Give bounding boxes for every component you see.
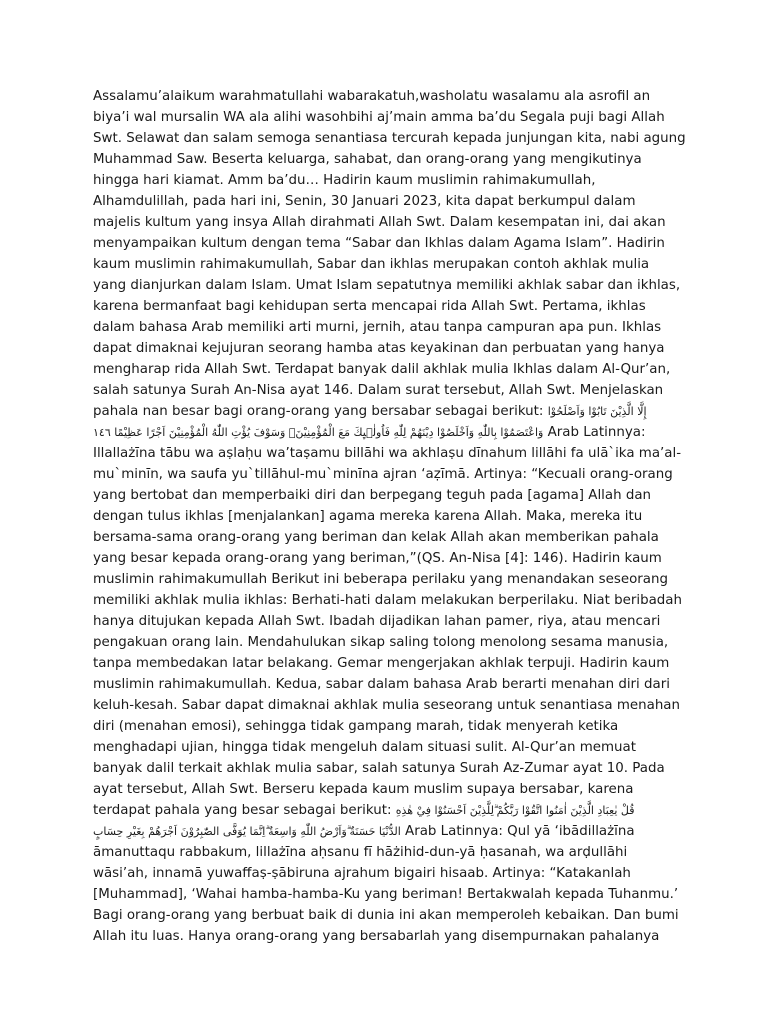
text-line: wāsi’ah, innamā yuwaffaṣ-ṣābiruna ajrahum bigairi hisaab. Artinya: “Katakanlah [93,866,631,881]
text-segment: terdapat pahala yang besar sebagai berikut: [93,803,396,818]
text-segment: pahala nan besar bagi orang-orang yang bersabar sebagai berikut: [93,404,548,419]
text-line: majelis kultum yang insya Allah dirahmati Allah Swt. Dalam kesempatan ini, dai akan [93,215,666,230]
text-line: keluh-kesah. Sabar dapat dimaknai akhlak mulia seseorang untuk senantiasa menahan [93,698,681,713]
text-line: Swt. Selawat dan salam semoga senantiasa tercurah kepada junjungan kita, nabi agung [93,131,686,146]
text-line: muslimin rahimakumullah Berikut ini beberapa perilaku yang menandakan seseorang [93,572,668,587]
arabic-verse-line [93,821,683,842]
latin-label: Arab Latinnya: Qul yā ‘ibādillażīna [405,824,635,839]
arabic-verse-az-zumar-part1: قُلْ يٰعِبَادِ الَّذِيْنَ اٰمَنُوا اتَّقُوْا رَبَّكُمْ ۗلِلَّذِيْنَ اَحْسَنُوْا فِيْ هٰذِهِ [395,804,635,817]
text-line-with-arabic [93,800,683,821]
text-line: ayat tersebut, Allah Swt. Berseru kepada kaum muslim supaya bersabar, karena [93,782,634,797]
arabic-verse-line [93,422,683,443]
text-line: memiliki akhlak mulia ikhlas: Berhati-hati dalam melakukan berperilaku. Niat beribadah [93,593,683,608]
text-line: Allah itu luas. Hanya orang-orang yang bersabarlah yang disempurnakan pahalanya [93,929,660,944]
text-line: dalam bahasa Arab memiliki arti murni, jernih, atau tanpa campuran apa pun. Ikhlas [93,320,662,335]
arabic-verse-an-nisa-part1: إِلَّا الَّذِيْنَ تَابُوْا وَاَصْلَحُوْا [547,405,647,418]
text-line: biya’i wal mursalin WA ala alihi wasohbihi aj’main amma ba’du Segala puji bagi Allah [93,110,665,125]
text-line: yang dianjurkan dalam Islam. Umat Islam sepatutnya memiliki akhlak sabar dan ikhlas, [93,278,681,293]
arabic-verse-az-zumar-part2: الدُّنْيَا حَسَنَةٌ ۗوَاَرْضُ اللّٰهِ وَاسِعَةٌ ۗاِنَّمَا يُوَفَّى الصّٰبِرُوْنَ اَجْرَهُمْ بِغَيْرِ حِسَابٍ [93,825,401,838]
text-line: menghadapi ujian, hingga tidak mengeluh dalam situasi sulit. Al-Qur’an memuat [93,740,636,755]
text-line: bersama-sama orang-orang yang beriman dan kelak Allah akan memberikan pahala [93,530,659,545]
text-line: menyampaikan kultum dengan tema “Sabar dan Ikhlas dalam Agama Islam”. Hadirin [93,236,665,251]
text-line: [Muhammad], ‘Wahai hamba-hamba-Ku yang beriman! Bertakwalah kepada Tuhanmu.’ [93,887,679,902]
arabic-verse-an-nisa-part2: وَاعْتَصَمُوْا بِاللّٰهِ وَاَخْلَصُوْا دِيْنَهُمْ لِلّٰهِ فَاُولٰۤىِٕكَ مَعَ الْمُؤْمِنِيْنَۗ وَسَوْفَ يُؤْتِ اللّٰهُ الْمُؤْمِنِيْنَ اَجْرًا عَظِيْمًا ١٤٦ [93,426,544,439]
text-line: karena bermanfaat bagi kehidupan serta mencapai rida Allah Swt. Pertama, ikhlas [93,299,646,314]
text-line: kaum muslimin rahimakumullah, Sabar dan ikhlas merupakan contoh akhlak mulia [93,257,650,272]
text-line: dengan tulus ikhlas [menjalankan] agama mereka karena Allah. Maka, mereka itu [93,509,643,524]
text-line: dapat dimaknai kejujuran seorang hamba atas keyakinan dan perbuatan yang hanya [93,341,665,356]
text-line: yang besar kepada orang-orang yang beriman,”(QS. An-Nisa [4]: 146). Hadirin kaum [93,551,662,566]
text-line: Bagi orang-orang yang berbuat baik di dunia ini akan memperoleh kebaikan. Dan bumi [93,908,679,923]
latin-label: Arab Latinnya: [547,425,646,440]
text-line-with-arabic [93,401,683,422]
text-line: diri (menahan emosi), sehingga tidak gampang marah, tidak menyerah ketika [93,719,619,734]
text-line: Alhamdulillah, pada hari ini, Senin, 30 Januari 2023, kita dapat berkumpul dalam [93,194,636,209]
text-line: āmanuttaqu rabbakum, lillażīna aḥsanu fī hāżihid-dun-yā ḥasanah, wa arḍullāhi [93,845,628,860]
text-line: Assalamu’alaikum warahmatullahi wabarakatuh,washolatu wasalamu ala asrofil an [93,89,651,104]
text-line: Muhammad Saw. Beserta keluarga, sahabat, dan orang-orang yang mengikutinya [93,152,642,167]
text-line: salah satunya Surah An-Nisa ayat 146. Dalam surat tersebut, Allah Swt. Menjelaskan [93,383,664,398]
text-line: Illallażīna tābu wa aṣlaḥu wa’taṣamu billāhi wa akhlaṣu dīnahum lillāhi fa ulā`ika ma’al- [93,446,682,461]
text-line: yang bertobat dan memperbaiki diri dan berpegang teguh pada [agama] Allah dan [93,488,652,503]
text-line: pengakuan orang lain. Mendahulukan sikap saling tolong menolong sesama manusia, [93,635,669,650]
text-line: mu`minīn, wa saufa yu`tillāhul-mu`minīna ajran ‘aẓīmā. Artinya: “Kecuali orang-orang [93,467,673,482]
text-line: banyak dalil terkait akhlak mulia sabar, salah satunya Surah Az-Zumar ayat 10. Pada [93,761,665,776]
text-line: tanpa membedakan latar belakang. Gemar mengerjakan akhlak terpuji. Hadirin kaum [93,656,670,671]
document-body-text [93,86,686,947]
text-line: mengharap rida Allah Swt. Terdapat banyak dalil akhlak mulia Ikhlas dalam Al-Qur’an, [93,362,671,377]
text-line: hanya ditujukan kepada Allah Swt. Ibadah dijadikan lahan pamer, riya, atau mencari [93,614,661,629]
text-line: hingga hari kiamat. Amm ba’du… Hadirin kaum muslimin rahimakumullah, [93,173,596,188]
text-line: muslimin rahimakumullah. Kedua, sabar dalam bahasa Arab berarti menahan diri dari [93,677,670,692]
